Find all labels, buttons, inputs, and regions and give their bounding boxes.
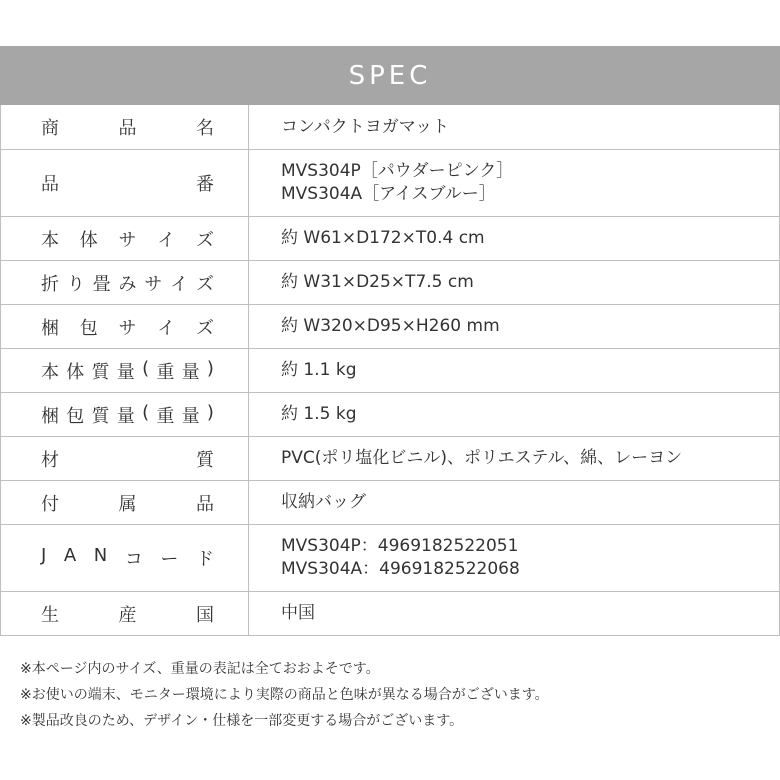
label-char: サ <box>118 317 137 339</box>
label-char: 本 <box>41 361 59 383</box>
row-value <box>249 217 779 260</box>
label-char: 材 <box>41 449 59 471</box>
row-value <box>249 105 779 149</box>
label-char: 本 <box>41 229 59 251</box>
label-char: 名 <box>196 118 214 139</box>
row-label <box>1 105 249 149</box>
value-line: 中国 <box>281 603 315 623</box>
row-value <box>249 525 779 591</box>
spec-title: SPEC <box>348 60 432 91</box>
label-char: 質 <box>91 405 110 427</box>
label-char: サ <box>118 229 137 251</box>
label-char: 体 <box>66 361 85 383</box>
value-line: MVS304A：4969182522068 <box>281 559 520 579</box>
row-label <box>1 525 249 591</box>
row-value <box>249 481 779 524</box>
label-char: 質 <box>91 361 110 383</box>
label-char: 品 <box>118 118 137 139</box>
row-value <box>249 261 779 304</box>
row-value <box>249 592 779 635</box>
label-char: J <box>41 545 47 566</box>
value-line: PVC(ポリ塩化ビニル)、ポリエステル、綿、レーヨン <box>281 448 683 468</box>
row-label <box>1 393 249 436</box>
label-char: み <box>118 273 137 295</box>
label-text <box>41 114 214 140</box>
label-char: 量 <box>116 361 135 383</box>
value-line: 約 W31×D25×T7.5 cm <box>281 272 474 292</box>
label-char: ズ <box>196 317 214 339</box>
label-char: 重 <box>156 405 175 427</box>
label-char: 生 <box>41 604 59 626</box>
row-value <box>249 437 779 480</box>
value-line: MVS304P［パウダーピンク］ <box>281 161 514 181</box>
label-char: サ <box>144 273 163 295</box>
label-char: 梱 <box>41 405 59 427</box>
note-line: ※本ページ内のサイズ、重量の表記は全ておおよそです。 <box>20 661 380 677</box>
table-row <box>1 392 779 436</box>
value-line: 収納バッグ <box>281 492 366 512</box>
label-char: 属 <box>118 493 137 515</box>
value-line: MVS304A［アイスブルー］ <box>281 184 496 204</box>
row-label <box>1 481 249 524</box>
table-row <box>1 149 779 216</box>
label-char: 国 <box>196 604 214 626</box>
row-label <box>1 261 249 304</box>
label-text <box>41 270 214 296</box>
row-value <box>249 393 779 436</box>
label-char: ズ <box>195 273 214 295</box>
table-row <box>1 216 779 260</box>
label-char: 量 <box>181 405 200 427</box>
label-char: 番 <box>196 174 214 195</box>
table-row <box>1 260 779 304</box>
table-row <box>1 348 779 392</box>
row-label <box>1 150 249 216</box>
row-label <box>1 592 249 635</box>
label-char: ) <box>206 357 214 379</box>
value-line: 約 1.5 kg <box>281 404 357 424</box>
label-char: ( <box>142 401 150 423</box>
row-value <box>249 349 779 392</box>
label-char: 体 <box>79 229 98 251</box>
label-char: イ <box>157 317 176 339</box>
notes <box>20 656 549 734</box>
value-line: 約 W320×D95×H260 mm <box>281 316 500 336</box>
label-text <box>41 226 214 252</box>
label-char: 包 <box>66 405 85 427</box>
label-char: り <box>66 273 85 295</box>
label-char: 包 <box>79 317 98 339</box>
row-label <box>1 217 249 260</box>
row-value <box>249 150 779 216</box>
label-char: ー <box>160 549 179 570</box>
label-char: 畳 <box>92 273 111 295</box>
row-value <box>249 305 779 348</box>
label-char: コ <box>124 549 143 570</box>
value-line: 約 1.1 kg <box>281 360 357 380</box>
label-char: ) <box>206 401 214 423</box>
table-row <box>1 524 779 591</box>
label-char: ( <box>142 357 150 379</box>
label-char: イ <box>157 229 176 251</box>
label-text <box>41 446 214 472</box>
table-row <box>1 480 779 524</box>
label-char: 量 <box>116 405 135 427</box>
table-row <box>1 304 779 348</box>
label-char: 付 <box>41 493 59 515</box>
value-line: 約 W61×D172×T0.4 cm <box>281 228 485 248</box>
label-text <box>41 402 214 428</box>
spec-table <box>0 105 780 636</box>
value-line: コンパクトヨガマット <box>281 116 450 137</box>
label-char: 質 <box>196 449 214 471</box>
label-text <box>41 358 214 384</box>
row-label <box>1 349 249 392</box>
label-char: 品 <box>196 493 214 515</box>
label-char: 梱 <box>41 317 59 339</box>
label-text <box>41 170 214 196</box>
label-char: 商 <box>41 118 59 139</box>
label-char: イ <box>170 273 189 295</box>
label-text <box>41 601 214 627</box>
label-char: 折 <box>41 273 59 295</box>
label-char: 産 <box>118 604 137 626</box>
label-char: 量 <box>181 361 200 383</box>
table-row <box>1 436 779 480</box>
label-text <box>41 314 214 340</box>
label-char: A <box>63 545 77 566</box>
label-text <box>41 490 214 516</box>
note-line: ※製品改良のため、デザイン・仕様を一部変更する場合がございます。 <box>20 713 464 729</box>
label-char: ド <box>196 549 214 570</box>
table-row <box>1 105 779 149</box>
label-char: 品 <box>41 174 59 195</box>
spec-header <box>0 46 780 105</box>
row-label <box>1 305 249 348</box>
label-char: ズ <box>196 229 214 251</box>
table-row <box>1 591 779 635</box>
label-char: 重 <box>156 361 175 383</box>
label-char: N <box>93 545 108 566</box>
note-line: ※お使いの端末、モニター環境により実際の商品と色味が異なる場合がございます。 <box>20 687 549 703</box>
label-text <box>41 545 214 571</box>
row-label <box>1 437 249 480</box>
value-line: MVS304P：4969182522051 <box>281 536 519 556</box>
